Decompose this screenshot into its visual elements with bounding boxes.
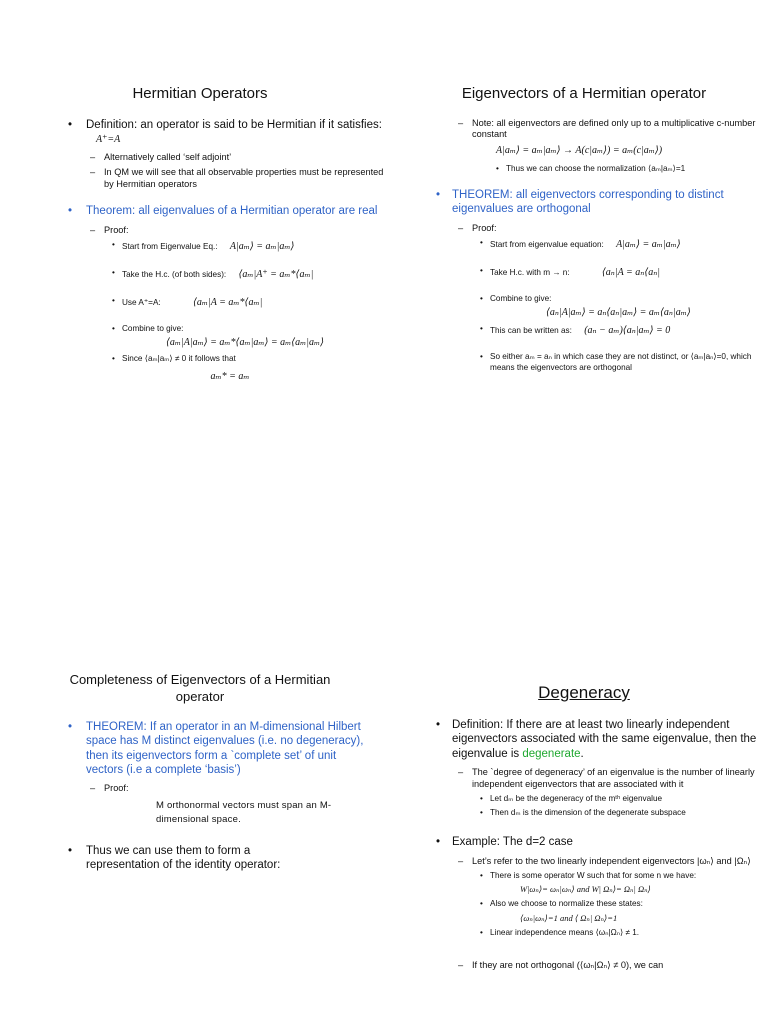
- degree-bullet: – The `degree of degeneracy’ of an eigenvalue is the number of linearly independent eigenvectors that are associated with it: [458, 767, 755, 790]
- note-equation: A|aₘ⟩ = aₘ|aₘ⟩ → A(c|aₘ⟩) = aₘ(c|aₘ⟩): [496, 145, 663, 157]
- definition-bullet: • Definition: If there are at least two linearly independent eigenvectors associated with the same eigenvalue, then the eigenvalue is degenerate.: [436, 719, 757, 760]
- then-bullet: • Then dₘ is the dimension of the degenerate subspace: [480, 807, 686, 817]
- proof-step-5: • So either aₘ = aₙ in which case they are not distinct, or ⟨aₘ|aₙ⟩=0, which means the eigenvectors are orthogonal: [480, 352, 752, 373]
- operator-equation: W|ωₙ⟩= ωₙ|ωₙ⟩ and W| Ωₙ⟩= Ωₙ| Ωₙ⟩: [520, 884, 651, 895]
- theorem-bullet: • Theorem: all eigenvalues of a Hermitian operator are real: [68, 205, 378, 218]
- proof-step-5: • Since ⟨aₘ|aₘ⟩ ≠ 0 it follows that: [112, 354, 236, 364]
- theorem-bullet: • THEOREM: If an operator in an M-dimensional Hilbert space has M distinct eigenvalues (i.e. no degeneracy), then its eigenvectors form a `complete set’ of unit vectors (i.e a complete ‘basis’): [68, 720, 364, 776]
- slide-title: Completeness of Eigenvectors of a Hermitian operator: [69, 672, 331, 704]
- bullet-dot: •: [68, 118, 73, 131]
- orthogonal-bullet: – If they are not orthogonal (⟨ωₙ|Ωₙ⟩ ≠ 0), we can: [458, 959, 664, 970]
- operator-bullet: • There is some operator W such that for some n we have:: [480, 870, 697, 880]
- slide-completeness: [16, 672, 384, 878]
- normalize-equation: ⟨ωₙ|ωₙ⟩=1 and ⟨ Ωₙ| Ωₙ⟩=1: [520, 913, 618, 924]
- proof-step-2: • Take H.c. with m → n: ⟨aₙ|A = aₙ⟨aₙ|: [480, 265, 661, 278]
- slide-hermitian-operators: [16, 84, 384, 382]
- sub-bullet-observables: – In QM we will see that all observable properties must be represented by Hermitian operators: [90, 167, 384, 190]
- identity-bullet: • Thus we can use them to form a representation of the identity operator:: [68, 844, 281, 872]
- proof-step-3: • Use A⁺=A: ⟨aₘ|A = aₘ*⟨aₘ|: [112, 295, 263, 308]
- proof-step-4: • This can be written as: (aₙ − aₘ)⟨aₙ|aₘ⟩ = 0: [480, 324, 671, 337]
- linear-bullet: • Linear independence means ⟨ωₙ|Ωₙ⟩ ≠ 1.: [480, 928, 640, 938]
- refer-bullet: – Let’s refer to the two linearly independent eigenvectors |ωₙ⟩ and |Ωₙ⟩: [458, 855, 751, 866]
- slide-title: Eigenvectors of a Hermitian operator: [461, 85, 707, 102]
- combine-equation: ⟨aₙ|A|aₘ⟩ = aₙ⟨aₙ|aₘ⟩ = aₘ⟨aₙ|aₘ⟩: [546, 307, 691, 319]
- proof-step-1: • Start from eigenvalue equation: A|aₘ⟩ = aₘ|aₘ⟩: [480, 237, 681, 250]
- note-bullet: – Note: all eigenvectors are defined only up to a multiplicative c-number constant: [458, 117, 756, 140]
- real-eigenvalue-equation: aₘ* = aₘ: [210, 370, 250, 382]
- degenerate-term: degenerate: [522, 747, 581, 760]
- normalize-bullet: • Also we choose to normalize these states:: [480, 899, 643, 909]
- proof-step-4: • Combine to give:: [112, 323, 184, 333]
- theorem-bullet: • THEOREM: all eigenvectors corresponding to distinct eigenvalues are orthogonal: [436, 189, 724, 216]
- slide-title: Hermitian Operators: [132, 85, 268, 102]
- proof-label: – Proof:: [458, 222, 497, 233]
- normalization-bullet: • Thus we can choose the normalization ⟨aₘ|aₘ⟩=1: [496, 164, 686, 174]
- proof-text: M orthonormal vectors must span an M-dimensional space.: [156, 800, 332, 826]
- proof-step-3: • Combine to give:: [480, 293, 552, 303]
- example-bullet: • Example: The d=2 case: [436, 836, 573, 849]
- let-bullet: • Let dₘ be the degeneracy of the mᵗʰ eigenvalue: [480, 794, 663, 804]
- slide-degeneracy: [400, 682, 768, 975]
- proof-step-1: • Start from Eigenvalue Eq.: A|aₘ⟩ = aₘ|aₘ⟩: [112, 239, 295, 252]
- proof-step-2: • Take the H.c. (of both sides): ⟨aₘ|A⁺ = aₘ*⟨aₘ|: [112, 267, 314, 280]
- sub-bullet-self-adjoint: – Alternatively called ‘self adjoint’: [90, 152, 232, 163]
- combine-equation: ⟨aₘ|A|aₘ⟩ = aₘ*⟨aₘ|aₘ⟩ = aₘ⟨aₘ|aₘ⟩: [166, 337, 325, 349]
- slide-eigenvectors: [400, 84, 768, 377]
- slide-title: Degeneracy: [538, 683, 630, 702]
- proof-label: – Proof:: [90, 783, 129, 794]
- proof-label: – Proof:: [90, 224, 129, 235]
- definition-bullet: • Definition: an operator is said to be Hermitian if it satisfies: A⁺=A: [68, 118, 382, 145]
